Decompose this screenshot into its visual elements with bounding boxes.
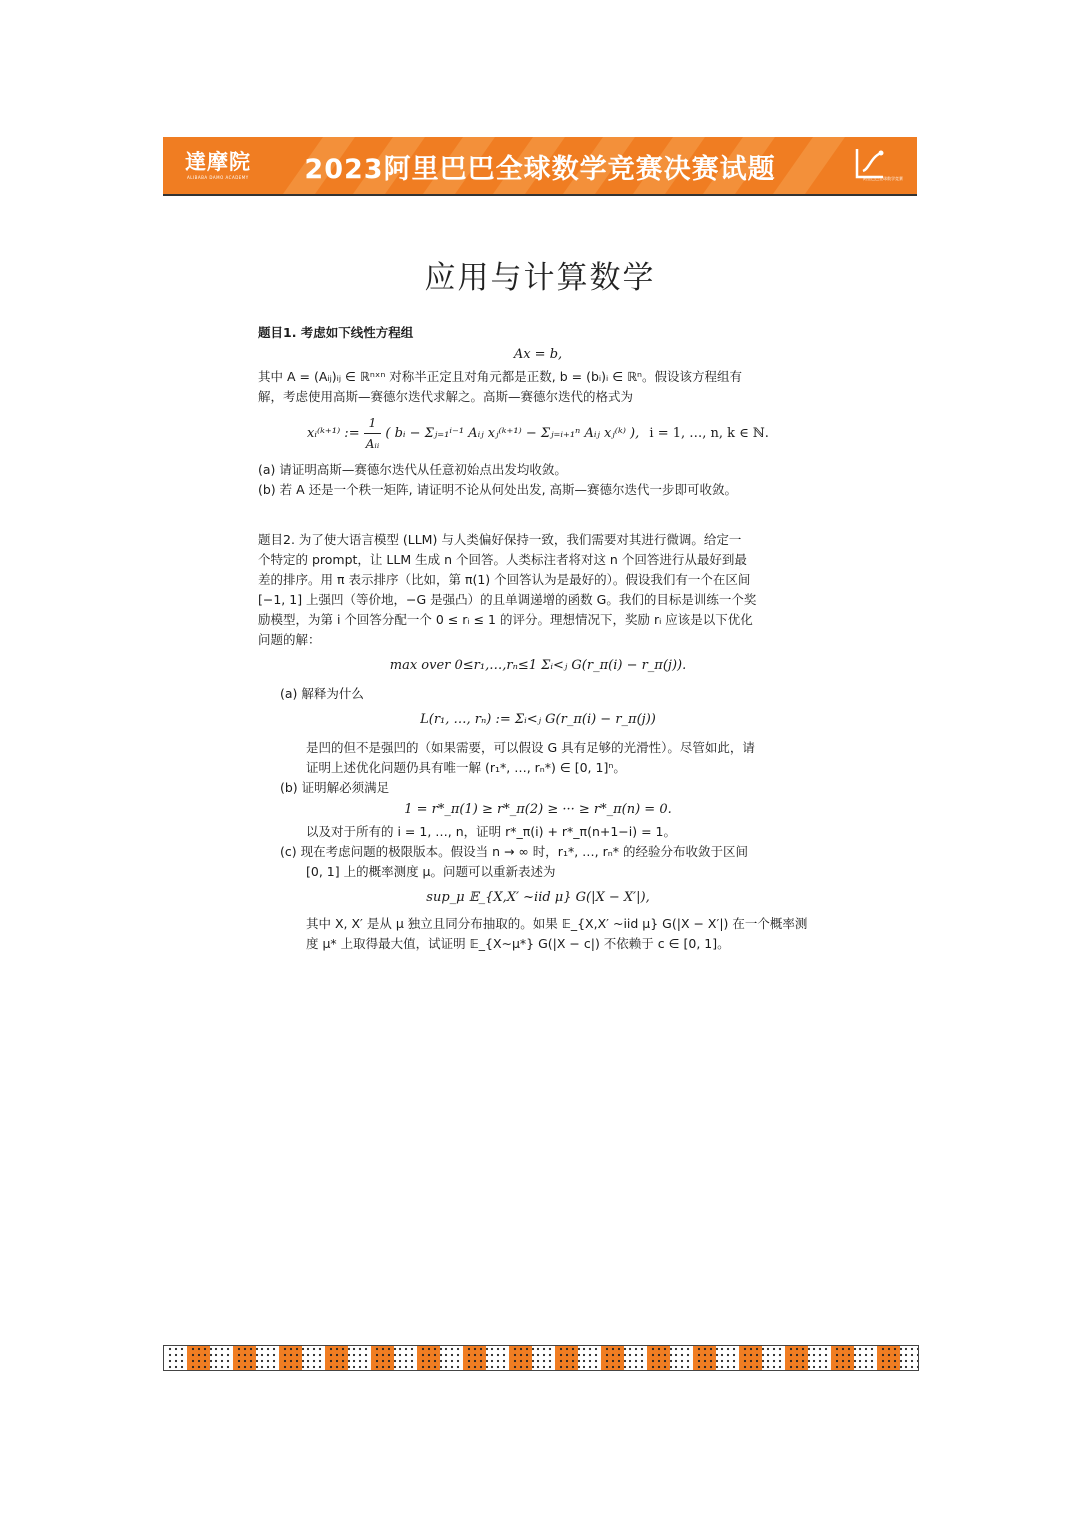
gauss-seidel-formula [258,413,818,454]
question-2-part-c-text: 度 μ* 上取得最大值，试证明 𝔼_{X∼μ*} G(|X − c|) 不依赖于 c ∈ [0, 1]。 [306,936,730,951]
fraction-denominator: Aᵢᵢ [365,437,380,451]
question-2-part-a-text: 是凹的但不是强凹的（如果需要，可以假设 G 具有足够的光滑性）。尽管如此，请 [306,740,755,755]
fraction-numerator: 1 [364,413,382,434]
question-2-part-c-text: (c) 现在考虑问题的极限版本。假设当 n → ∞ 时，r₁*, …, rₙ* 的经验分布收敛于区间 [280,844,748,859]
loss-definition: L(r₁, …, rₙ) := Σᵢ<ⱼ G(r_π(i) − r_π(j)) [420,712,656,727]
optimization-objective: max over 0≤r₁,…,rₙ≤1 Σᵢ<ⱼ G(r_π(i) − r_π(j)). [389,658,687,673]
question-2-part-c-text: [0, 1] 上的概率测度 μ。问题可以重新表述为 [306,864,556,879]
question-2 [258,530,818,954]
question-2-text-line: 差的排序。用 π 表示排序（比如，第 π(1) 个回答认为是最好的）。假设我们有一个在区间 [258,572,751,587]
question-2-part-b-text: 以及对于所有的 i = 1, …, n，证明 r*_π(i) + r*_π(n+1−i) = 1。 [306,824,677,839]
damo-logo-subtitle: ALIBABA DAMO ACADEMY [187,175,249,180]
formula-tail: i = 1, …, n, k ∈ ℕ. [649,426,769,441]
question-2-part-a-heading: (a) 解释为什么 [280,686,364,701]
question-1-equation: Ax = b, [513,347,563,362]
header-banner [163,137,917,196]
footer-decorative-band [163,1345,919,1371]
formula-body: ( bᵢ − Σⱼ₌₁ⁱ⁻¹ Aᵢⱼ xⱼ⁽ᵏ⁺¹⁾ − Σⱼ₌ᵢ₊₁ⁿ Aᵢⱼ xⱼ⁽ᵏ⁾ ), [385,426,640,441]
question-2-text-line: [−1, 1] 上强凹（等价地，−G 是强凸）的且单调递增的函数 G。我们的目标是训练一个奖 [258,592,757,607]
question-1-part-a: (a) 请证明高斯—赛德尔迭代从任意初始点出发均收敛。 [258,462,567,477]
question-2-part-c-text: 其中 X, X′ 是从 μ 独立且同分布抽取的。如果 𝔼_{X,X′ ~iid μ} G(|X − X′|) 在一个概率测 [306,916,808,931]
banner-title: 2023阿里巴巴全球数学竞赛决赛试题 [304,154,776,185]
formula-lhs: xᵢ⁽ᵏ⁺¹⁾ := [307,426,360,441]
question-1-text-line: 其中 A = (Aᵢⱼ)ᵢⱼ ∈ ℝⁿˣⁿ 对称半正定且对角元都是正数, b = (bᵢ)ᵢ ∈ ℝⁿ。假设该方程组有 [258,369,742,384]
formula-fraction [364,413,382,454]
question-2-part-b-heading: (b) 证明解必须满足 [280,780,390,795]
ordering-condition: 1 = r*_π(1) ≥ r*_π(2) ≥ ··· ≥ r*_π(n) = 0. [404,802,672,817]
question-2-text-line: 题目2. 为了使大语言模型 (LLM) 与人类偏好保持一致，我们需要对其进行微调。给定一 [258,532,742,547]
question-2-text-line: 个特定的 prompt，让 LLM 生成 n 个回答。人类标注者将对这 n 个回答进行从最好到最 [258,552,747,567]
question-1-part-b: (b) 若 A 还是一个秩一矩阵, 请证明不论从何处出发, 高斯—赛德尔迭代一步即可收敛。 [258,482,738,497]
competition-logo-subtitle: 阿里巴巴全球数学竞赛 [863,176,903,181]
page-title: 应用与计算数学 [424,260,656,296]
question-1-text-line: 解，考虑使用高斯—赛德尔迭代求解之。高斯—赛德尔迭代的格式为 [258,389,634,404]
footer-pattern [164,1346,918,1370]
question-2-part-a-text: 证明上述优化问题仍具有唯一解 (r₁*, …, rₙ*) ∈ [0, 1]ⁿ。 [306,760,626,775]
question-1-heading: 题目1. 考虑如下线性方程组 [258,325,414,340]
question-1 [258,323,818,500]
question-2-text-line: 励模型，为第 i 个回答分配一个 0 ≤ rᵢ ≤ 1 的评分。理想情况下，奖励 rᵢ 应该是以下优化 [258,612,753,627]
question-2-text-line: 问题的解： [258,632,321,647]
damo-logo: 達摩院 [185,149,251,174]
limit-formulation: sup_μ 𝔼_{X,X′ ~iid μ} G(|X − X′|), [426,890,650,905]
